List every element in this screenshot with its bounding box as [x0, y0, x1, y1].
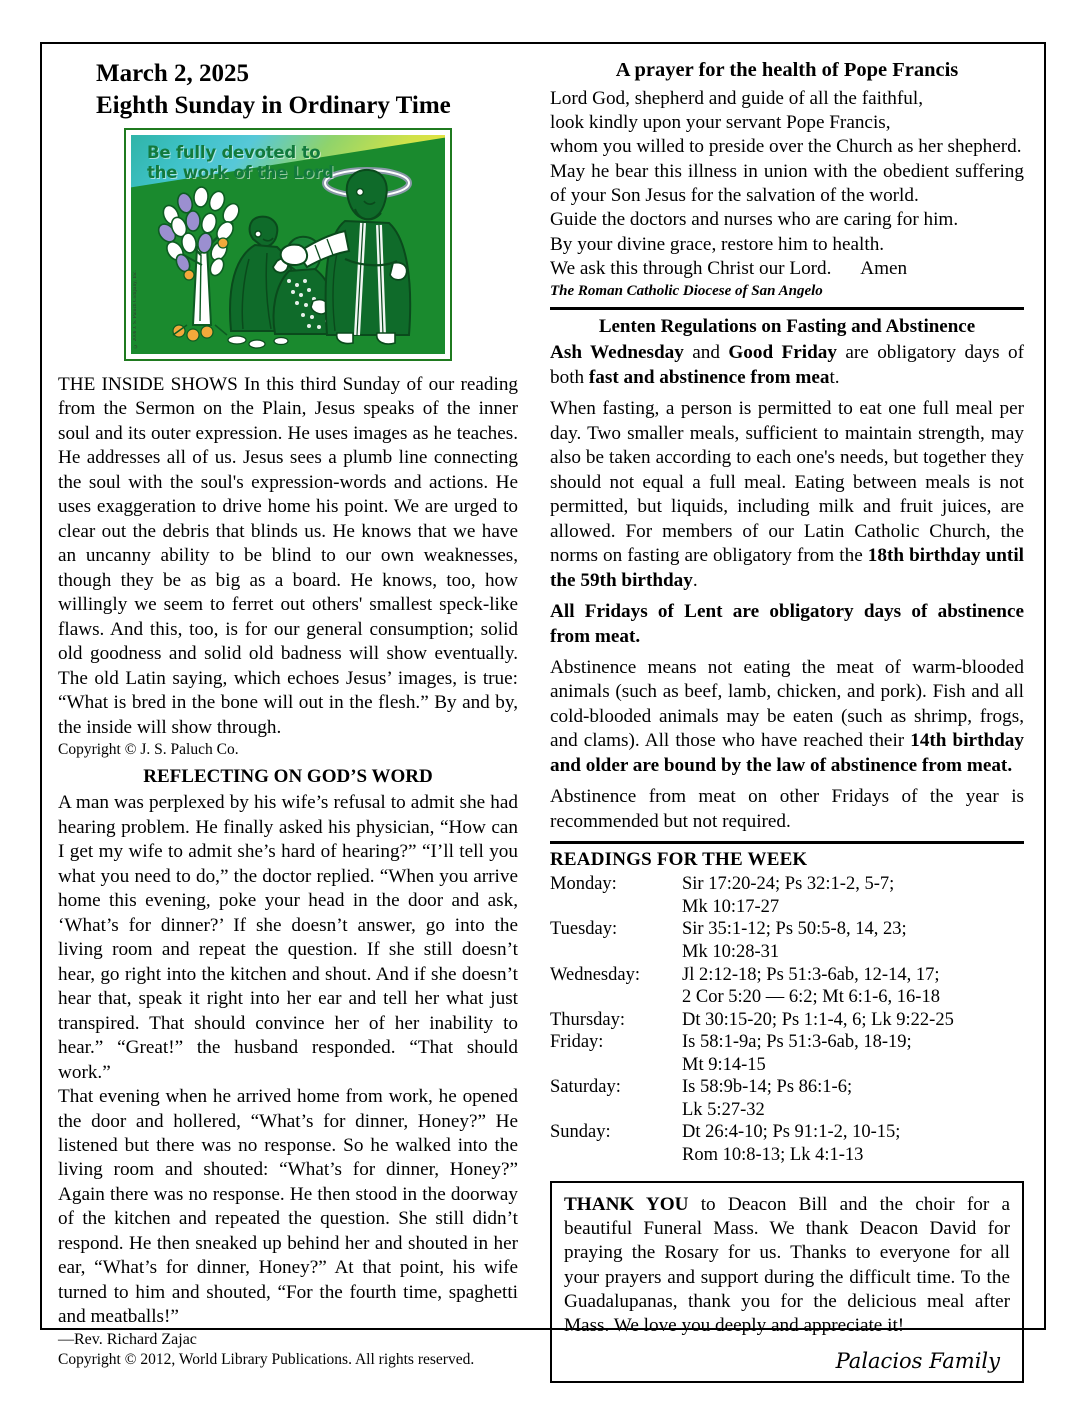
- illustration-caption: [147, 143, 334, 183]
- ground-stones: [228, 336, 288, 348]
- illustration-copyright: © 2006 J. S. Paluch Company, Inc.: [133, 270, 138, 348]
- reading-ref-line: Dt 30:15-20; Ps 1:1-4, 6; Lk 9:22-25: [682, 1009, 954, 1030]
- pope-prayer-source: The Roman Catholic Diocese of San Angelo: [550, 282, 823, 299]
- page-title: [96, 58, 518, 122]
- reading-ref-line: Jl 2:12-18; Ps 51:3-6ab, 12-14, 17;: [682, 964, 940, 985]
- pope-prayer-closing: We ask this through Christ our Lord.: [550, 258, 832, 280]
- lenten-p1-mid: and: [683, 342, 729, 364]
- reading-refs: [682, 1121, 1024, 1166]
- thank-you-body: to Deacon Bill and the choir for a beautiful Funeral Mass. We thank Deacon David for praying the Rosary for us. Thanks to everyone for all your prayers and support during the difficult time. To the Guadalupanas, thank you for the delicious meal after Mass. We love you deeply and appreciate it!: [564, 1193, 1010, 1337]
- readings-table-body: [550, 873, 1024, 1166]
- reading-ref-line: Mk 10:28-31: [682, 941, 780, 962]
- article-lead: THE INSIDE SHOWS: [58, 374, 238, 395]
- lenten-fast-abstinence: fast and abstinence from mea: [588, 366, 830, 388]
- inside-shows-article: [58, 373, 518, 740]
- lenten-p2-text: When fasting, a person is permitted to eat one full meal per day. Two smaller meals, sufficient to maintain strength, may also be taken according to each one's needs, but together they should not equal a full meal. Eating between meals is not permitted, but liquids, including milk and fruit juices, are allowed. For members of our Latin Catholic Church, the norms on fasting are obligatory from the: [550, 398, 1024, 567]
- pope-prayer-line-3: whom you willed to preside over the Church as her shepherd.: [550, 136, 1022, 158]
- reading-refs: [682, 1076, 1024, 1121]
- reading-ref-line: Rom 10:8-13; Lk 4:1-13: [682, 1145, 864, 1166]
- illustration-frame: [124, 128, 452, 361]
- reading-refs: [682, 1031, 1024, 1076]
- lenten-fridays-rule: All Fridays of Lent are obligatory days of abstinence from meat.: [550, 601, 1024, 647]
- reflecting-heading: REFLECTING ON GOD’S WORD: [143, 765, 433, 787]
- section-divider-1: [550, 307, 1024, 310]
- reading-ref-line: Sir 35:1-12; Ps 50:5-8, 14, 23;: [682, 919, 907, 940]
- right-column: [528, 58, 1024, 1373]
- pope-prayer-line-5: Guide the doctors and nurses who are caring for him.: [550, 209, 959, 231]
- lenten-p4-text: Abstinence means not eating the meat of warm-blooded animals (such as beef, lamb, chicken, and pork). Fish and all cold-blooded animals may be eaten (such as shrimp, frogs, and clams). All those who have reached their: [550, 657, 1024, 752]
- bulletin-occasion: Eighth Sunday in Ordinary Time: [96, 92, 451, 119]
- illustration-figure: [124, 128, 452, 361]
- caption-line-2: the work of the Lord: [147, 163, 334, 183]
- reading-ref-line: Is 58:9b-14; Ps 86:1-6;: [682, 1077, 853, 1098]
- bulletin-date: March 2, 2025: [96, 60, 249, 87]
- thank-you-box: [550, 1181, 1024, 1383]
- two-column-layout: [42, 44, 1044, 1373]
- lenten-paragraph-3: [550, 600, 1024, 649]
- reading-day: Monday:: [550, 874, 617, 895]
- pope-prayer-line-6: By your divine grace, restore him to health.: [550, 233, 885, 255]
- lenten-age-range: 18th birthday until the 59th birthday: [550, 545, 1024, 591]
- readings-heading: READINGS FOR THE WEEK: [550, 849, 808, 871]
- reading-day: Tuesday:: [550, 919, 618, 940]
- illustration-canvas: [131, 135, 445, 354]
- lenten-ash-wednesday: Ash Wednesday: [550, 342, 684, 364]
- table-row: [550, 1009, 1024, 1032]
- lenten-paragraph-5: Abstinence from meat on other Fridays of the year is recommended but not required.: [550, 786, 1024, 832]
- reading-refs: [682, 918, 1024, 963]
- pope-prayer-line-4: May he bear this illness in union with the obedient suffering of your Son Jesus for the salvation of the world.: [550, 160, 1024, 207]
- article-body: In this third Sunday of our reading from the Sermon on the Plain, Jesus speaks of the inner soul and its outer expression. He uses images as he teaches. He addresses all of us. Jesus sees a plumb line connecting the soul with the soul's expression-words and actions. He uses exaggeration to drive home his point. We are urged to clear out the debris that blinds us. He knows that we have an uncanny ability to be blind to our own weaknesses, though they be as big as a board. He knows, too, how willingly we seem to ferret out others' smallest speck-like flaws. And this, too, is for our general consumption; solid old goodness and solid old badness will show eventually. The old Latin saying, which echoes Jesus’ images, is true: “What is bred in the bone will out in the flesh.” By and by, the inside will show through.: [58, 374, 519, 738]
- thank-you-signature: Palacios Family: [835, 1348, 1000, 1373]
- reading-ref-line: Is 58:1-9a; Ps 51:3-6ab, 18-19;: [682, 1032, 912, 1053]
- reading-ref-line: Mt 9:14-15: [682, 1054, 766, 1075]
- thank-you-lead: THANK YOU: [564, 1193, 689, 1215]
- reading-ref-line: Mk 10:17-27: [682, 896, 780, 917]
- reading-ref-line: Dt 26:4-10; Ps 91:1-2, 10-15;: [682, 1122, 901, 1143]
- reading-day: Saturday:: [550, 1077, 621, 1098]
- reflecting-paragraph-2: That evening when he arrived home from work, he opened the door and hollered, “What’s for dinner, Honey?” He listened but there was no response. So he walked into the living room and shouted: “What’s for dinner, Honey?” Again there was no response. He then stood in the doorway of the kitchen and repeated the question. She still didn’t respond. He then sneaked up behind her and shouted in her ear, “What’s for dinner, Honey?” At that point, his wife turned to him and shouted, “For the fourth time, spaghetti and meatballs!”: [58, 1086, 518, 1328]
- lenten-paragraph-4: [550, 656, 1024, 778]
- reading-day: Wednesday:: [550, 964, 640, 985]
- pope-prayer-line-1: Lord God, shepherd and guide of all the faithful,: [550, 87, 923, 109]
- lenten-p1-tail: t.: [829, 366, 840, 388]
- thank-you-text: [564, 1193, 1010, 1339]
- pope-prayer-line-7: [550, 257, 1024, 281]
- lenten-p2-tail: .: [692, 569, 698, 591]
- reading-day: Thursday:: [550, 1009, 626, 1030]
- pope-prayer-amen: Amen: [860, 258, 908, 280]
- table-row: [550, 918, 1024, 963]
- readings-table: [550, 873, 1024, 1166]
- bulletin-page: [40, 42, 1046, 1373]
- pope-prayer-heading: A prayer for the health of Pope Francis: [615, 59, 959, 81]
- table-row: [550, 1121, 1024, 1166]
- lenten-paragraph-1: [550, 341, 1024, 390]
- reflecting-paragraph-1: A man was perplexed by his wife’s refusal to admit she had hearing problem. He finally asked his physician, “How can I get my wife to admit she’s hard of hearing?” “I’ll tell you what you need to do,” the doctor replied. “When you arrive home this evening, poke your head in the door and ask, ‘What’s for dinner?’ If she doesn’t answer, go into the living room and repeat the question. If she still doesn’t hear, go right into the kitchen and shout. And if she doesn’t hear that, speak it right into her ear and tell her what just transpired. That should convince her of her inability to hear.” “Great!” the husband responded. “That should work.”: [58, 792, 518, 1083]
- lenten-heading: Lenten Regulations on Fasting and Abstinence: [598, 315, 976, 337]
- reading-ref-line: 2 Cor 5:20 — 6:2; Mt 6:1-6, 16-18: [682, 987, 940, 1008]
- lenten-paragraph-2: [550, 397, 1024, 593]
- reflecting-author: —Rev. Richard Zajac: [58, 1330, 197, 1348]
- pope-prayer-line-2: look kindly upon your servant Pope Francis,: [550, 111, 891, 133]
- left-column: [58, 58, 528, 1368]
- caption-line-1: Be fully devoted to: [147, 143, 321, 162]
- lenten-p1-rest: are obligatory days of both: [550, 342, 1024, 388]
- flowering-tree-icon: [155, 186, 242, 341]
- reflecting-copyright: Copyright © 2012, World Library Publications. All rights reserved.: [58, 1350, 475, 1368]
- table-row: [550, 1076, 1024, 1121]
- reading-ref-line: Sir 17:20-24; Ps 32:1-2, 5-7;: [682, 874, 895, 895]
- reading-day: Friday:: [550, 1032, 604, 1053]
- table-row: [550, 1031, 1024, 1076]
- table-row: [550, 964, 1024, 1009]
- section-divider-2: [550, 841, 1024, 844]
- reading-refs: [682, 1009, 1024, 1032]
- reading-refs: [682, 964, 1024, 1009]
- article-copyright: Copyright © J. S. Paluch Co.: [58, 741, 239, 759]
- lenten-age-14-rule: 14th birthday and older are bound by the law of abstinence from meat.: [550, 730, 1024, 776]
- reading-day: Sunday:: [550, 1122, 611, 1143]
- table-row: [550, 873, 1024, 918]
- reading-ref-line: Lk 5:27-32: [682, 1099, 765, 1120]
- reading-refs: [682, 873, 1024, 918]
- lenten-good-friday: Good Friday: [728, 342, 837, 364]
